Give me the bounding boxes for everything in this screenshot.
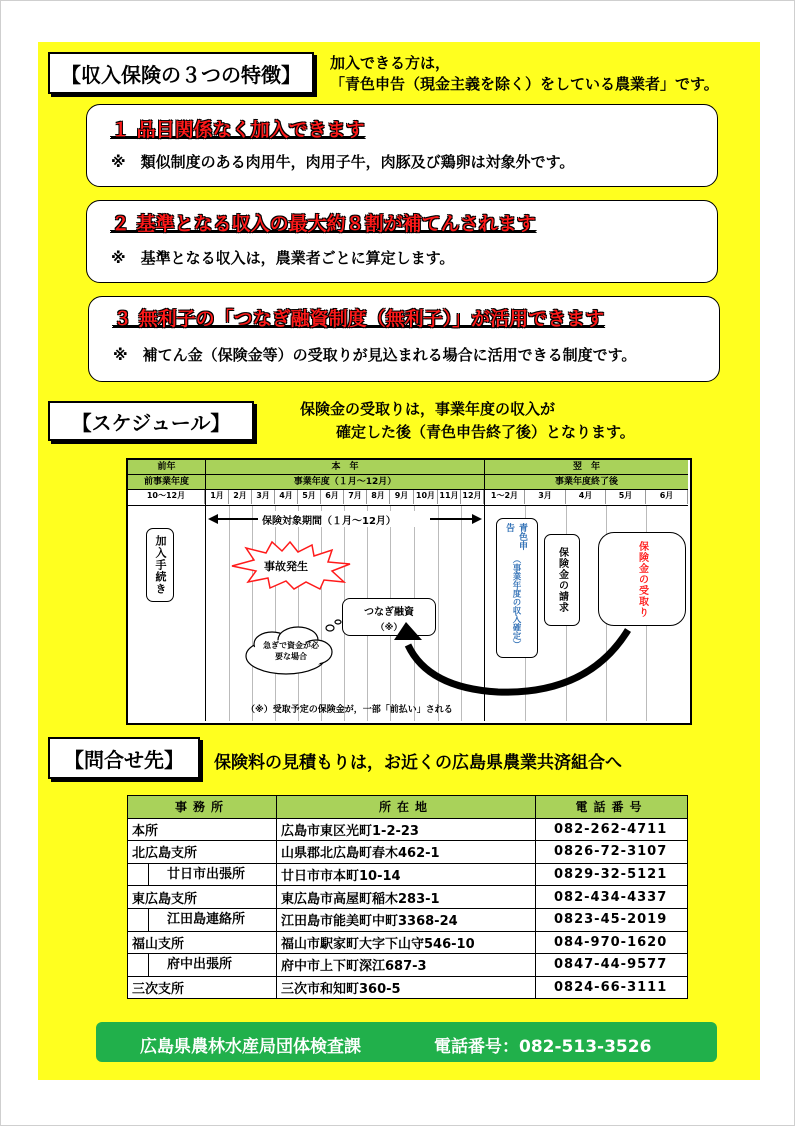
month-label: 7月 [344,490,367,504]
header-next-year: 翌 年 [485,460,688,475]
table-row [128,954,688,977]
blue-return-sub: （事業年度の収入確定） [511,555,521,649]
header-address: 所在地 [277,796,536,819]
contact-lead: 保険料の見積もりは，お近くの広島県農業共済組合へ [214,753,622,773]
feature-card-1 [86,104,718,187]
table-row [128,931,688,954]
office-name: 北広島支所 [132,846,198,862]
address-cell: 福山市駅家町大字下山守546-10 [277,931,536,954]
office-cell [128,818,277,841]
eligible-line1: 加入できる方は， [330,54,451,72]
phone-cell: 084-970-1620 [536,931,688,954]
office-cell [128,954,277,977]
table-row [128,818,688,841]
feature-heading: １ 品目関係なく加入できます [111,119,365,141]
address-cell: 三次市和知町360-5 [277,976,536,999]
table-row [128,841,688,864]
office-cell [128,908,277,931]
receive-box: 保険金の受取り [598,532,686,626]
phone-cell: 0847-44-9577 [536,954,688,977]
phone-cell: 0829-32-5121 [536,863,688,886]
feature-card-3 [88,296,720,382]
office-table-body [128,818,688,999]
footer-phone: 電話番号：082-513-3526 [434,1037,652,1057]
address-cell: 山県郡北広島町春木462-1 [277,841,536,864]
table-row [128,908,688,931]
month-label: 10～12月 [128,490,205,504]
feature-note: ※ 基準となる収入は，農業者ごとに算定します。 [111,249,455,267]
month-label: 11月 [438,490,461,504]
footer-department: 広島県農林水産局団体検査課 [140,1037,361,1057]
month-label: 3月 [525,490,566,504]
cloud-label: 急ぎで資金が必要な場合 [263,641,319,661]
bridge-loan-mark: （※） [375,623,403,633]
advance-footnote: （※）受取予定の保険金が，一部「前払い」される [246,705,453,715]
header-prev-year: 前年 [128,460,206,475]
month-label: 1～2月 [485,490,525,504]
month-label: 8月 [367,490,390,504]
contact-title: 【問合せ先】 [48,737,200,779]
period-label: 保険対象期間（１月～12月） [262,516,396,527]
enroll-box: 加入手続き [146,528,174,602]
month-row-divider [128,505,688,506]
schedule-title: 【スケジュール】 [48,401,254,441]
header-this-year: 本 年 [206,460,485,475]
month-label: 4月 [566,490,606,504]
blue-return-label: 青色申告 [504,523,527,550]
accident-label: 事故発生 [264,560,308,573]
month-label: 5月 [606,490,646,504]
office-name: 府中出張所 [148,954,276,976]
features-title: 【収入保険の３つの特徴】 [48,52,314,94]
header-office: 事務所 [128,796,277,819]
month-grid-line [321,506,322,721]
feature-heading: ２ 基準となる収入の最大約８割が補てんされます [111,213,536,235]
month-label: 6月 [321,490,344,504]
month-label: 3月 [252,490,275,504]
header-phone: 電話番号 [536,796,688,819]
month-label: 10月 [414,490,438,504]
eligible-line2: 「青色申告（現金主義を除く）をしている農業者」です。 [330,75,719,93]
month-label: 2月 [229,490,252,504]
year-divider-1 [205,460,206,721]
feature-note: ※ 類似制度のある肉用牛，肉用子牛，肉豚及び鶏卵は対象外です。 [111,153,575,171]
office-table-header [128,796,688,819]
header-this-fiscal: 事業年度（１月～12月） [206,475,485,490]
footer-bar [96,1022,717,1062]
feature-note: ※ 補てん金（保険金等）の受取りが見込まれる場合に活用できる制度です。 [113,346,637,364]
office-name: 東広島支所 [132,891,198,907]
office-name: 江田島連絡所 [148,909,276,931]
address-cell: 府中市上下町深江687-3 [277,954,536,977]
office-name: 本所 [132,823,159,839]
address-cell: 東広島市高屋町稲木283-1 [277,886,536,909]
schedule-note-line1: 保険金の受取りは，事業年度の収入が [300,400,556,418]
month-label: 12月 [461,490,484,504]
feature-card-2 [86,200,718,283]
office-table [127,795,688,999]
header-prev-fiscal: 前事業年度 [128,475,206,490]
phone-cell: 0824-66-3111 [536,976,688,999]
blue-return-box [496,518,538,658]
schedule-note-line2: 確定した後（青色申告終了後）となります。 [336,423,635,441]
phone-cell: 0826-72-3107 [536,841,688,864]
office-cell [128,931,277,954]
office-name: 福山支所 [132,936,185,952]
table-row [128,886,688,909]
month-label: 5月 [298,490,321,504]
table-row [128,863,688,886]
phone-cell: 082-262-4711 [536,818,688,841]
month-label: 1月 [206,490,229,504]
month-grid-line [298,506,299,721]
address-cell: 廿日市市本町10-14 [277,863,536,886]
office-name: 廿日市出張所 [148,864,276,886]
month-grid-line [252,506,253,721]
table-row [128,976,688,999]
address-cell: 江田島市能美町中町3368-24 [277,908,536,931]
office-cell [128,976,277,999]
claim-box: 保険金の請求 [544,534,580,626]
bridge-loan-label: つなぎ融資 [364,607,414,618]
phone-cell: 0823-45-2019 [536,908,688,931]
office-cell [128,863,277,886]
office-cell [128,886,277,909]
office-name: 三次支所 [132,982,185,998]
office-cell [128,841,277,864]
address-cell: 広島市東区光町1-2-23 [277,818,536,841]
header-next-fiscal: 事業年度終了後 [485,475,688,490]
month-grid-line [275,506,276,721]
month-label: 9月 [390,490,414,504]
month-label: 6月 [646,490,688,504]
feature-heading: ３ 無利子の「つなぎ融資制度（無利子）」が活用できます [113,308,605,330]
month-grid-line [229,506,230,721]
phone-cell: 082-434-4337 [536,886,688,909]
month-label: 4月 [275,490,298,504]
schedule-chart [126,458,692,725]
